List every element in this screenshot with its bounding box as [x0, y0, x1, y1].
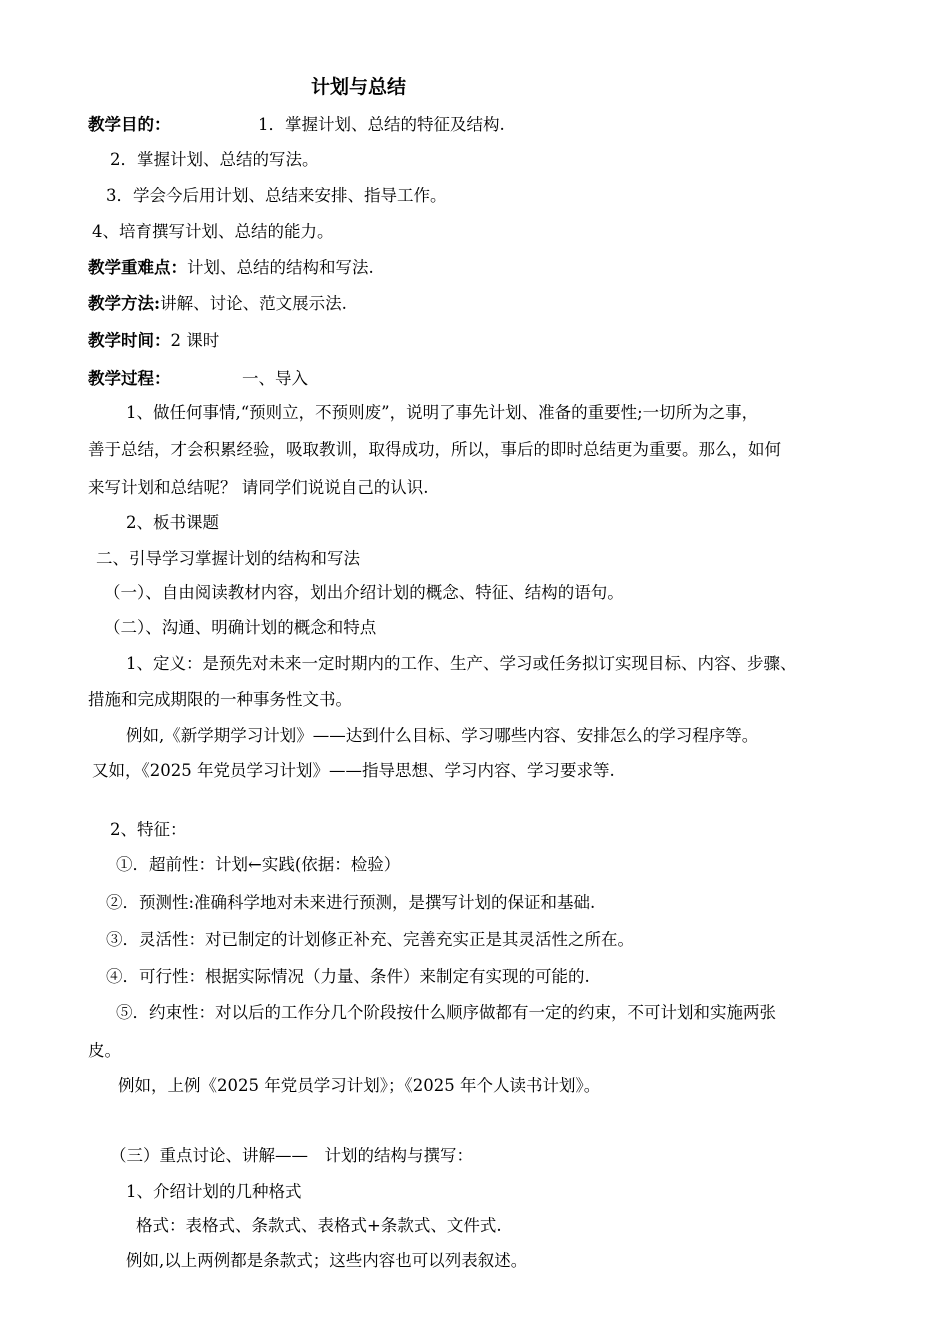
time-line [88, 331, 219, 351]
time-label: 教学时间： [88, 331, 171, 350]
example-1: 例如,《新学期学习计划》——达到什么目标、学习哪些内容、安排怎么的学习程序等。 [126, 726, 759, 745]
formats-example: 例如,以上两例都是条款式；这些内容也可以列表叙述。 [126, 1251, 528, 1270]
feature-2: ②．预测性:准确科学地对未来进行预测，是撰写计划的保证和基础. [106, 893, 596, 912]
time-text: 2 课时 [170, 331, 220, 350]
method-text: 讲解、讨论、范文展示法. [160, 294, 347, 313]
objective-item-4: 4、培育撰写计划、总结的能力。 [92, 222, 334, 241]
section2-heading: 二、引导学习掌握计划的结构和写法 [96, 549, 360, 568]
subsection-3: （三）重点讨论、讲解—— 计划的结构与撰写： [110, 1146, 473, 1165]
subsection-2: （二）、沟通、明确计划的概念和特点 [104, 618, 377, 637]
section1-heading: 一、导入 [242, 369, 308, 388]
intro-line-3: 来写计划和总结呢？ 请同学们说说自己的认识. [88, 478, 429, 497]
board-title: 2、板书课题 [126, 513, 219, 532]
feature-example: 例如，上例《2025 年党员学习计划》；《2025 年个人读书计划》。 [118, 1076, 601, 1095]
feature-5: ⑤．约束性：对以后的工作分几个阶段按什么顺序做都有一定的约束，不可计划和实施两张 [116, 1003, 776, 1022]
definition-line-1: 1、定义：是预先对未来一定时期内的工作、生产、学习或任务拟订实现目标、内容、步骤、 [126, 654, 797, 673]
document-title: 计划与总结 [311, 76, 407, 98]
intro-line-2: 善于总结，才会积累经验，吸取教训，取得成功，所以，事后的即时总结更为重要。那么，如何 [88, 440, 781, 459]
feature-5-continued: 皮。 [88, 1041, 121, 1060]
definition-line-2: 措施和完成期限的一种事务性文书。 [88, 690, 352, 709]
key-points-line [88, 258, 374, 278]
method-label: 教学方法: [88, 294, 161, 313]
objective-label: 教学目的： [88, 115, 171, 134]
process-label: 教学过程： [88, 369, 171, 388]
method-line [88, 294, 347, 314]
intro-line-1: 1、做任何事情,“预则立，不预则废”，说明了事先计划、准备的重要性;一切所为之事， [126, 403, 759, 422]
formats-heading: 1、介绍计划的几种格式 [126, 1182, 302, 1201]
objective-item-1: 1．掌握计划、总结的特征及结构. [258, 115, 505, 134]
subsection-1: （一）、自由阅读教材内容，划出介绍计划的概念、特征、结构的语句。 [104, 583, 624, 602]
example-2: 又如，《2025 年党员学习计划》——指导思想、学习内容、学习要求等. [92, 761, 615, 780]
feature-1: ①．超前性：计划←实践(依据：检验） [116, 855, 401, 874]
key-points-text: 计划、总结的结构和写法. [187, 258, 374, 277]
objective-item-2: 2．掌握计划、总结的写法。 [110, 150, 319, 169]
feature-4: ④．可行性：根据实际情况（力量、条件）来制定有实现的可能的. [106, 967, 590, 986]
feature-3: ③．灵活性：对已制定的计划修正补充、完善充实正是其灵活性之所在。 [106, 930, 634, 949]
formats-text: 格式：表格式、条款式、表格式+条款式、文件式. [136, 1216, 502, 1235]
key-points-label: 教学重难点： [88, 258, 187, 277]
objective-item-3: 3．学会今后用计划、总结来安排、指导工作。 [106, 186, 447, 205]
features-heading: 2、特征： [110, 820, 187, 839]
